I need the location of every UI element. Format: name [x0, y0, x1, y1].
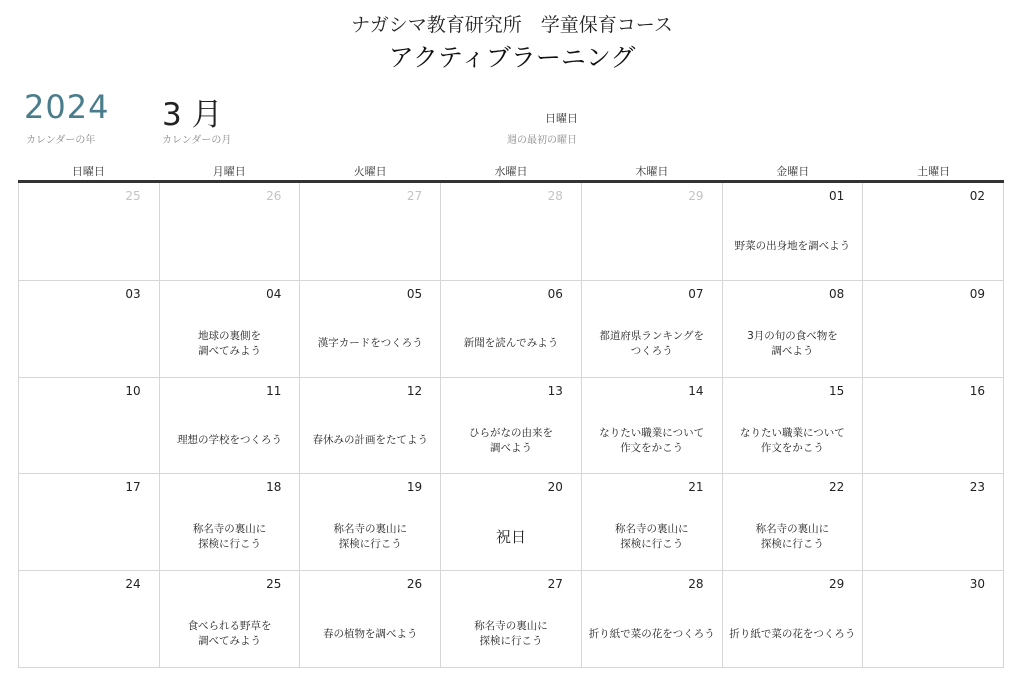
- activity-text: ひらがなの由来を 調べよう: [468, 426, 553, 454]
- day-number: 13: [547, 383, 563, 398]
- calendar-day-cell[interactable]: [582, 570, 723, 667]
- activity-text: 折り紙で菜の花をつくろう: [588, 627, 715, 640]
- activity-text: なりたい職業について 作文をかこう: [599, 426, 705, 454]
- calendar-year-label: カレンダーの年: [26, 135, 96, 146]
- calendar-day-cell[interactable]: [160, 473, 301, 570]
- day-number: 29: [688, 189, 704, 203]
- calendar-grid: [18, 183, 1004, 668]
- calendar-day-cell[interactable]: [723, 280, 864, 377]
- calendar-year-value[interactable]: 2024: [24, 88, 110, 126]
- calendar-day-cell[interactable]: [723, 183, 864, 280]
- calendar-month-value[interactable]: 3 月: [162, 97, 223, 133]
- calendar-day-cell[interactable]: [300, 473, 441, 570]
- calendar-day-cell[interactable]: [300, 280, 441, 377]
- calendar-day-cell[interactable]: [723, 377, 864, 474]
- weekday-header: 土曜日: [917, 165, 951, 178]
- calendar-day-cell[interactable]: [300, 570, 441, 667]
- day-number: 15: [829, 383, 845, 398]
- calendar-day-cell[interactable]: [160, 280, 301, 377]
- activity-text: 野菜の出身地を調べよう: [734, 239, 851, 252]
- calendar-day-cell[interactable]: [441, 280, 582, 377]
- day-number: 29: [829, 577, 845, 592]
- calendar-day-cell[interactable]: [19, 183, 160, 280]
- day-number: 08: [829, 286, 845, 301]
- day-number: 26: [266, 189, 282, 203]
- activity-text: 称名寺の裏山に 探検に行こう: [614, 523, 689, 551]
- calendar-day-cell[interactable]: [863, 377, 1004, 474]
- activity-text: 理想の学校をつくろう: [177, 434, 283, 447]
- day-number: 27: [547, 577, 563, 592]
- day-number: 23: [969, 480, 985, 495]
- day-number: 24: [125, 577, 141, 592]
- organization-title: ナガシマ教育研究所 学童保育コース: [351, 14, 673, 36]
- weekday-header: 日曜日: [71, 165, 105, 178]
- holiday-label: 祝日: [495, 527, 526, 546]
- calendar-day-cell[interactable]: [160, 377, 301, 474]
- activity-text: 地球の裏側を 調べてみよう: [198, 329, 262, 357]
- calendar-day-cell[interactable]: [19, 280, 160, 377]
- day-number: 20: [547, 480, 563, 495]
- day-number: 28: [547, 189, 563, 203]
- calendar-day-cell[interactable]: [19, 473, 160, 570]
- calendar-day-cell[interactable]: [723, 570, 864, 667]
- calendar-day-cell[interactable]: [863, 183, 1004, 280]
- activity-text: 折り紙で菜の花をつくろう: [729, 627, 856, 640]
- calendar-day-cell[interactable]: [863, 570, 1004, 667]
- weekday-header: 火曜日: [353, 165, 387, 178]
- week-start-label: 週の最初の曜日: [507, 135, 577, 146]
- activity-text: 漢字カードをつくろう: [317, 337, 423, 350]
- day-number: 21: [688, 480, 704, 495]
- day-number: 01: [829, 189, 845, 203]
- day-number: 04: [266, 286, 282, 301]
- week-start-value[interactable]: 日曜日: [545, 112, 578, 125]
- calendar-day-cell[interactable]: [300, 183, 441, 280]
- calendar-day-cell[interactable]: [19, 570, 160, 667]
- day-number: 07: [688, 286, 704, 301]
- calendar-day-cell[interactable]: [441, 377, 582, 474]
- day-number: 18: [266, 480, 282, 495]
- day-number: 25: [266, 577, 282, 592]
- day-number: 28: [688, 577, 704, 592]
- calendar-day-cell[interactable]: [160, 570, 301, 667]
- day-number: 09: [969, 286, 985, 301]
- day-number: 10: [125, 383, 141, 398]
- day-number: 11: [266, 383, 282, 398]
- activity-text: 新聞を読んでみよう: [463, 337, 559, 350]
- activity-text: 都道府県ランキングを つくろう: [599, 329, 705, 357]
- activity-text: 称名寺の裏山に 探検に行こう: [474, 620, 548, 648]
- day-number: 05: [406, 286, 423, 301]
- course-title: アクティブラーニング: [388, 43, 636, 72]
- weekday-header-row: [18, 163, 1004, 180]
- day-number: 25: [125, 189, 141, 203]
- day-number: 02: [969, 189, 985, 203]
- day-number: 19: [406, 480, 423, 495]
- calendar-day-cell[interactable]: [300, 377, 441, 474]
- day-number: 03: [125, 286, 141, 301]
- day-number: 12: [406, 383, 423, 398]
- day-number: 06: [547, 286, 563, 301]
- day-number: 16: [969, 383, 985, 398]
- activity-text: 称名寺の裏山に 探検に行こう: [192, 523, 267, 551]
- calendar-day-cell[interactable]: [582, 183, 723, 280]
- calendar-day-cell[interactable]: [441, 570, 582, 667]
- calendar-day-cell[interactable]: [19, 377, 160, 474]
- day-number: 27: [406, 189, 423, 203]
- calendar-day-cell[interactable]: [441, 473, 582, 570]
- activity-text: 称名寺の裏山に 探検に行こう: [755, 523, 830, 551]
- weekday-header: 水曜日: [494, 165, 528, 178]
- activity-text: 食べられる野草を 調べてみよう: [187, 620, 272, 648]
- calendar-day-cell[interactable]: [582, 377, 723, 474]
- calendar-day-cell[interactable]: [723, 473, 864, 570]
- calendar-day-cell[interactable]: [441, 183, 582, 280]
- activity-text: 春休みの計画をたてよう: [312, 434, 429, 447]
- weekday-header: 月曜日: [212, 165, 246, 178]
- activity-text: 3月の旬の食べ物を 調べよう: [747, 329, 838, 357]
- calendar-day-cell[interactable]: [863, 473, 1004, 570]
- calendar-day-cell[interactable]: [863, 280, 1004, 377]
- calendar-day-cell[interactable]: [582, 473, 723, 570]
- day-number: 17: [125, 480, 141, 495]
- activity-text: 春の植物を調べよう: [323, 627, 418, 640]
- calendar-day-cell[interactable]: [582, 280, 723, 377]
- weekday-header: 木曜日: [635, 165, 669, 178]
- day-number: 26: [406, 577, 423, 592]
- day-number: 30: [969, 577, 985, 592]
- activity-text: なりたい職業について 作文をかこう: [740, 426, 845, 454]
- weekday-header: 金曜日: [776, 165, 810, 178]
- calendar-month-label: カレンダーの月: [162, 135, 232, 146]
- day-number: 14: [688, 383, 704, 398]
- activity-text: 称名寺の裏山に 探検に行こう: [333, 523, 408, 551]
- day-number: 22: [829, 480, 845, 495]
- calendar-day-cell[interactable]: [160, 183, 301, 280]
